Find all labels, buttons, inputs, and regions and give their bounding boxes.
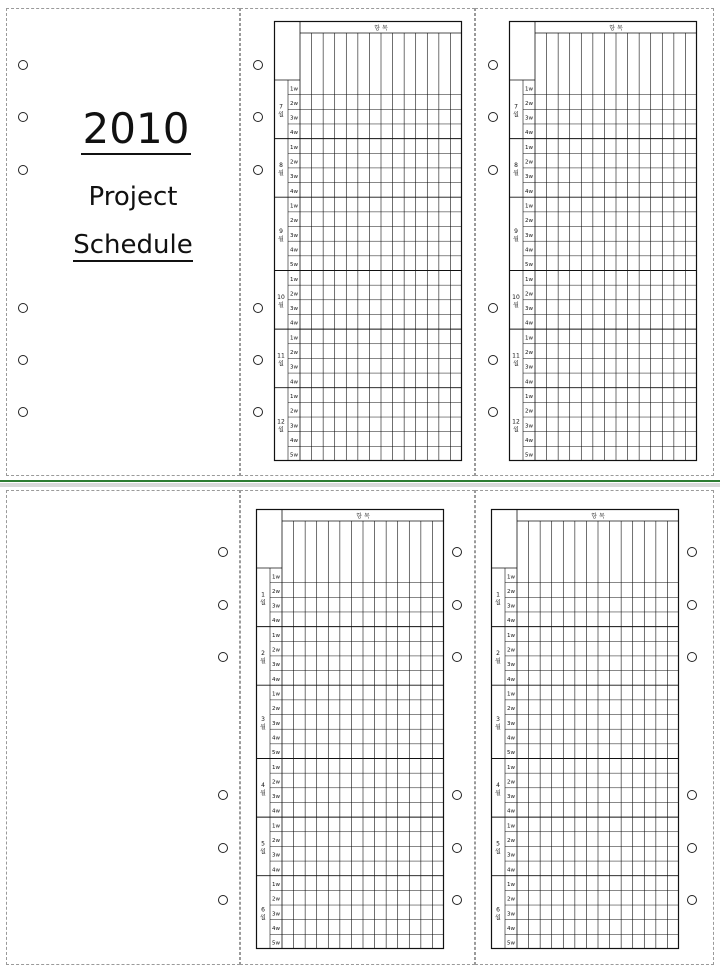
week-label: 1w <box>272 691 280 698</box>
month-label: 5 <box>261 840 265 848</box>
week-label: 3w <box>290 115 298 122</box>
punch-hole <box>488 407 498 417</box>
week-label: 4w <box>507 676 515 683</box>
week-label: 1w <box>290 86 298 93</box>
week-label: 2w <box>272 647 280 654</box>
month-unit-label: 월 <box>513 235 519 243</box>
week-label: 3w <box>290 423 298 430</box>
month-label: 7 <box>514 103 518 111</box>
week-label: 5w <box>525 452 533 459</box>
month-unit-label: 월 <box>513 360 519 368</box>
week-label: 4w <box>507 925 515 932</box>
month-unit-label: 월 <box>278 426 284 434</box>
punch-hole <box>687 652 697 662</box>
punch-hole <box>488 165 498 175</box>
punch-hole <box>452 600 462 610</box>
week-label: 5w <box>272 750 280 757</box>
punch-hole <box>687 600 697 610</box>
week-label: 3w <box>272 794 280 801</box>
punch-hole <box>18 355 28 365</box>
month-unit-label: 월 <box>495 789 501 797</box>
month-unit-label: 월 <box>278 169 284 177</box>
week-label: 3w <box>290 232 298 239</box>
week-label: 1w <box>507 691 515 698</box>
week-label: 4w <box>290 320 298 327</box>
week-label: 4w <box>272 925 280 932</box>
week-label: 3w <box>525 306 533 313</box>
month-unit-label: 월 <box>495 657 501 665</box>
week-label: 4w <box>507 618 515 625</box>
week-label: 5w <box>525 262 533 269</box>
punch-hole <box>488 112 498 122</box>
week-label: 2w <box>507 838 515 845</box>
schedule-grid-top-right <box>509 21 697 461</box>
month-label: 5 <box>496 840 500 848</box>
week-label: 1w <box>290 276 298 283</box>
month-unit-label: 월 <box>495 914 501 922</box>
month-label: 6 <box>496 906 500 914</box>
week-label: 5w <box>290 452 298 459</box>
week-label: 3w <box>507 603 515 610</box>
month-label: 9 <box>514 227 518 235</box>
week-label: 4w <box>525 247 533 254</box>
punch-hole <box>18 303 28 313</box>
week-label: 2w <box>525 159 533 166</box>
month-label: 2 <box>261 649 265 657</box>
punch-hole <box>452 843 462 853</box>
week-label: 1w <box>290 203 298 210</box>
punch-hole <box>488 303 498 313</box>
month-unit-label: 월 <box>278 111 284 119</box>
month-unit-label: 월 <box>513 426 519 434</box>
month-label: 12 <box>512 418 520 426</box>
week-label: 5w <box>272 940 280 947</box>
week-label: 3w <box>507 911 515 918</box>
cover-year: 2010 <box>82 104 190 153</box>
cover-title-schedule: Schedule <box>73 230 193 260</box>
punch-hole <box>18 60 28 70</box>
week-label: 2w <box>525 218 533 225</box>
month-unit-label: 월 <box>495 848 501 856</box>
week-label: 1w <box>525 393 533 400</box>
week-label: 4w <box>507 735 515 742</box>
header-label: 항 목 <box>591 513 605 520</box>
month-label: 2 <box>496 649 500 657</box>
header-label: 항 목 <box>374 25 388 32</box>
week-label: 4w <box>525 130 533 137</box>
week-label: 2w <box>290 100 298 107</box>
punch-hole <box>488 355 498 365</box>
week-label: 3w <box>525 174 533 181</box>
week-label: 4w <box>525 188 533 195</box>
week-label: 2w <box>525 291 533 298</box>
week-label: 3w <box>272 852 280 859</box>
week-label: 1w <box>272 632 280 639</box>
month-unit-label: 월 <box>260 914 266 922</box>
week-label: 4w <box>525 379 533 386</box>
week-label: 5w <box>507 750 515 757</box>
week-label: 3w <box>525 423 533 430</box>
week-label: 4w <box>272 808 280 815</box>
month-label: 1 <box>261 591 265 599</box>
week-label: 2w <box>507 647 515 654</box>
week-label: 4w <box>272 618 280 625</box>
sheet-separator <box>0 480 720 482</box>
month-unit-label: 월 <box>513 169 519 177</box>
month-label: 11 <box>512 352 520 360</box>
week-label: 4w <box>272 867 280 874</box>
punch-hole <box>452 895 462 905</box>
week-label: 1w <box>272 574 280 581</box>
week-label: 4w <box>290 130 298 137</box>
week-label: 4w <box>290 379 298 386</box>
week-label: 1w <box>272 823 280 830</box>
week-label: 3w <box>272 911 280 918</box>
week-label: 2w <box>272 588 280 595</box>
week-label: 4w <box>507 808 515 815</box>
week-label: 2w <box>290 291 298 298</box>
punch-hole <box>687 547 697 557</box>
schedule-grid-top-left <box>274 21 462 461</box>
month-label: 9 <box>279 227 283 235</box>
punch-hole <box>253 112 263 122</box>
week-label: 2w <box>507 779 515 786</box>
punch-hole <box>253 407 263 417</box>
week-label: 1w <box>525 86 533 93</box>
punch-hole <box>218 790 228 800</box>
week-label: 1w <box>290 144 298 151</box>
week-label: 3w <box>290 174 298 181</box>
week-label: 2w <box>507 588 515 595</box>
schedule-grid-bottom-right <box>491 509 679 949</box>
week-label: 1w <box>272 881 280 888</box>
punch-hole <box>687 895 697 905</box>
week-label: 1w <box>507 764 515 771</box>
month-label: 3 <box>496 715 500 723</box>
punch-hole <box>452 790 462 800</box>
week-label: 3w <box>525 115 533 122</box>
week-label: 2w <box>290 218 298 225</box>
week-label: 1w <box>507 881 515 888</box>
week-label: 3w <box>507 720 515 727</box>
week-label: 3w <box>507 662 515 669</box>
punch-hole <box>253 303 263 313</box>
header-label: 항 목 <box>609 25 623 32</box>
week-label: 1w <box>525 144 533 151</box>
month-label: 8 <box>279 161 283 169</box>
punch-hole <box>218 843 228 853</box>
month-unit-label: 월 <box>495 599 501 607</box>
week-label: 2w <box>272 896 280 903</box>
month-unit-label: 월 <box>260 723 266 731</box>
week-label: 5w <box>507 940 515 947</box>
punch-hole <box>452 652 462 662</box>
punch-hole <box>253 60 263 70</box>
week-label: 2w <box>272 838 280 845</box>
month-label: 6 <box>261 906 265 914</box>
punch-hole <box>687 843 697 853</box>
month-label: 8 <box>514 161 518 169</box>
week-label: 3w <box>272 662 280 669</box>
week-label: 1w <box>290 393 298 400</box>
week-label: 1w <box>525 276 533 283</box>
month-label: 7 <box>279 103 283 111</box>
week-label: 3w <box>507 852 515 859</box>
week-label: 1w <box>525 203 533 210</box>
month-label: 11 <box>277 352 285 360</box>
week-label: 4w <box>290 188 298 195</box>
week-label: 3w <box>290 364 298 371</box>
week-label: 3w <box>507 794 515 801</box>
sheet-separator-shadow <box>0 483 720 487</box>
punch-hole <box>253 355 263 365</box>
month-unit-label: 월 <box>260 789 266 797</box>
week-label: 3w <box>525 364 533 371</box>
punch-hole <box>218 600 228 610</box>
week-label: 2w <box>525 100 533 107</box>
week-label: 4w <box>525 437 533 444</box>
punch-hole <box>687 790 697 800</box>
week-label: 1w <box>272 764 280 771</box>
punch-hole <box>218 547 228 557</box>
week-label: 2w <box>290 350 298 357</box>
month-label: 4 <box>261 781 265 789</box>
week-label: 1w <box>507 632 515 639</box>
schedule-grid-bottom-left <box>256 509 444 949</box>
week-label: 1w <box>507 574 515 581</box>
week-label: 4w <box>272 735 280 742</box>
punch-hole <box>18 165 28 175</box>
week-label: 4w <box>290 437 298 444</box>
punch-hole <box>218 652 228 662</box>
week-label: 3w <box>272 720 280 727</box>
week-label: 2w <box>290 408 298 415</box>
month-unit-label: 월 <box>260 599 266 607</box>
punch-hole <box>452 547 462 557</box>
week-label: 1w <box>290 335 298 342</box>
month-unit-label: 월 <box>278 301 284 309</box>
week-label: 2w <box>525 408 533 415</box>
bottom-page-left <box>6 490 240 965</box>
month-label: 4 <box>496 781 500 789</box>
week-label: 3w <box>525 232 533 239</box>
week-label: 3w <box>272 603 280 610</box>
punch-hole <box>218 895 228 905</box>
cover-title-project: Project <box>88 182 178 212</box>
month-unit-label: 월 <box>513 111 519 119</box>
week-label: 4w <box>290 247 298 254</box>
week-label: 1w <box>525 335 533 342</box>
week-label: 2w <box>525 350 533 357</box>
punch-hole <box>488 60 498 70</box>
punch-hole <box>253 165 263 175</box>
punch-hole <box>18 407 28 417</box>
header-label: 항 목 <box>356 513 370 520</box>
week-label: 3w <box>290 306 298 313</box>
month-unit-label: 월 <box>278 360 284 368</box>
month-label: 10 <box>277 293 285 301</box>
punch-hole <box>18 112 28 122</box>
month-label: 3 <box>261 715 265 723</box>
week-label: 2w <box>272 706 280 713</box>
week-label: 4w <box>525 320 533 327</box>
month-label: 12 <box>277 418 285 426</box>
week-label: 5w <box>290 262 298 269</box>
month-unit-label: 월 <box>513 301 519 309</box>
month-unit-label: 월 <box>260 848 266 856</box>
week-label: 2w <box>507 706 515 713</box>
month-unit-label: 월 <box>278 235 284 243</box>
week-label: 1w <box>507 823 515 830</box>
week-label: 2w <box>507 896 515 903</box>
month-label: 1 <box>496 591 500 599</box>
week-label: 4w <box>507 867 515 874</box>
week-label: 2w <box>290 159 298 166</box>
month-unit-label: 월 <box>495 723 501 731</box>
month-unit-label: 월 <box>260 657 266 665</box>
month-label: 10 <box>512 293 520 301</box>
week-label: 4w <box>272 676 280 683</box>
week-label: 2w <box>272 779 280 786</box>
